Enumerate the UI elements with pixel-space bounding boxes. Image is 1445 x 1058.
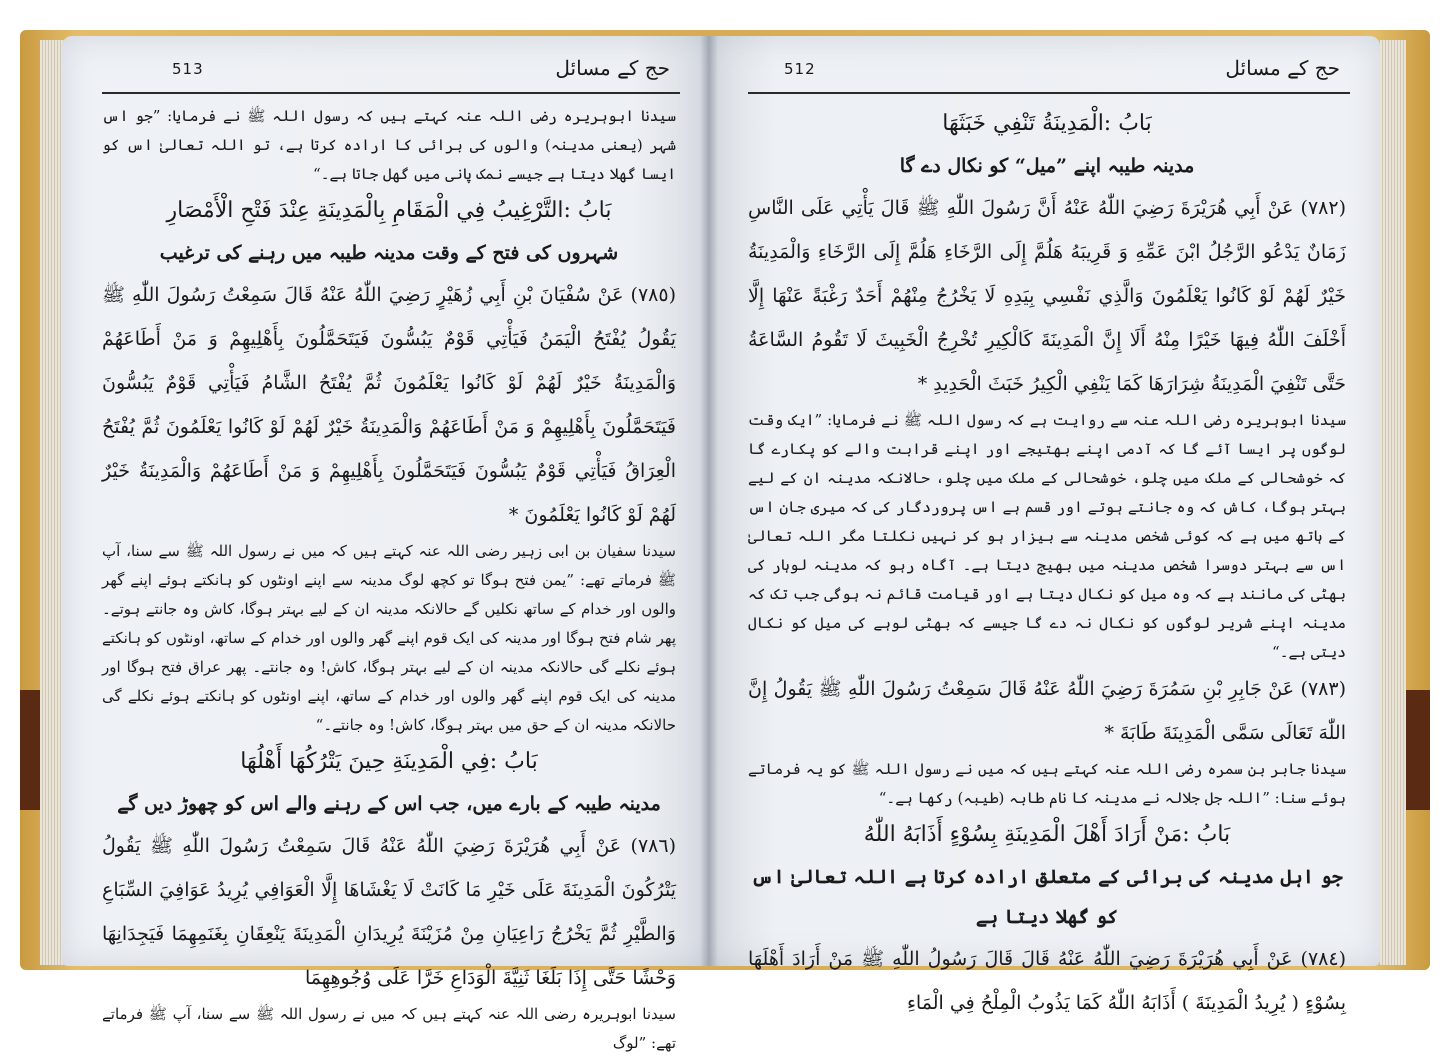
left-page <box>62 36 710 1052</box>
chapter-subheading: مدینہ طیبہ کے بارے میں، جب اس کے رہنے والے اس کو چھوڑ دیں گے <box>117 793 661 815</box>
urdu-translation: سیدنا ابوہریرہ رضی اللہ عنہ کہتے ہیں کہ رسول اللہ ﷺ نے فرمایا: ”جو اس شہر (یعنی مدینہ) والوں کی برائی کا ارادہ کرتا ہے، تو اللہ تعالیٰ اس کو ایسا گھلا دیتا ہے جیسے نمک پانی میں گھل جاتا ہے۔“ <box>102 107 676 183</box>
chapter-subheading: شہروں کی فتح کے وقت مدینہ طیبہ میں رہنے کی ترغیب <box>159 242 619 264</box>
page-number: 513 <box>172 60 204 78</box>
running-title: حج کے مسائل <box>555 56 670 80</box>
header-rule <box>102 92 680 94</box>
page-header <box>748 56 1350 98</box>
page-content <box>102 102 676 1052</box>
chapter-heading: بَابُ :مَنْ أَرَادَ أَهْلَ الْمَدِينَةِ بِسُوْءٍ أَذَابَهُ اللّٰهُ <box>863 822 1231 847</box>
hadith-arabic: (٧٨٣) عَنْ جَابِرِ بْنِ سَمُرَةَ رَضِيَ اللّٰهُ عَنْهُ قَالَ سَمِعْتُ رَسُولَ اللّٰهِ ﷺ يَقُولُ إِنَّ اللّٰهَ تَعَالَى سَمَّى الْمَدِينَةَ طَابَةَ * <box>748 678 1346 744</box>
hadith-arabic: (٧٨٢) عَنْ أَبِي هُرَيْرَةَ رَضِيَ اللّٰهُ عَنْهُ أَنَّ رَسُولَ اللّٰهِ ﷺ قَالَ يَأْتِي عَلَى النَّاسِ زَمَانٌ يَدْعُو الرَّجُلُ ابْنَ عَمِّهِ وَ قَرِيبَهُ هَلُمَّ إِلَى الرَّخَاءِ هَلُمَّ إِلَى الرَّخَاءِ وَالْمَدِينَةُ خَيْرٌ لَهُمْ لَوْ كَانُوا يَعْلَمُونَ وَالَّذِي نَفْسِي بِيَدِهِ لَا يَخْرُجُ مِنْهُمْ أَحَدٌ رَغْبَةً عَنْهَا إِلَّا أَخْلَفَ اللّٰهُ فِيهَا خَيْرًا مِنْهُ أَلَا إِنَّ الْمَدِينَةَ كَالْكِيرِ تُخْرِجُ الْخَبِيثَ لَا تَقُومُ السَّاعَةُ حَتَّى تَنْفِيَ الْمَدِينَةُ شِرَارَهَا كَمَا يَنْفِي الْكِيرُ خَبَثَ الْحَدِيدِ * <box>748 197 1346 395</box>
chapter-subheading: جو اہل مدینہ کی برائی کے متعلق ارادہ کرتا ہے اللہ تعالیٰ اس کو گھلا دیتا ہے <box>751 866 1343 928</box>
chapter-subheading: مدینہ طیبہ اپنے ”میل“ کو نکال دے گا <box>899 155 1195 177</box>
page-content <box>748 102 1346 1014</box>
hadith-arabic: (٧٨٦) عَنْ أَبِي هُرَيْرَةَ رَضِيَ اللّٰهُ عَنْهُ قَالَ سَمِعْتُ رَسُولَ اللّٰهِ ﷺ يَقُولُ يَتْرُكُونَ الْمَدِينَةَ عَلَى خَيْرِ مَا كَانَتْ لَا يَغْشَاهَا إِلَّا الْعَوَافِي يُرِيدُ عَوَافِيَ السِّبَاعِ وَالطَّيْرِ ثُمَّ يَخْرُجُ رَاعِيَانِ مِنْ مُزَيْنَةَ يُرِيدَانِ الْمَدِينَةَ يَنْعِقَانِ بِغَنَمِهِمَا فَيَجِدَانِهَا وَحْشًا حَتَّى إِذَا بَلَغَا ثَنِيَّةَ الْوَدَاعِ خَرَّا عَلَى وُجُوهِهِمَا <box>102 835 676 989</box>
running-title: حج کے مسائل <box>1225 56 1340 80</box>
page-header <box>102 56 680 98</box>
page-edges-right <box>1380 40 1406 965</box>
chapter-heading: بَابُ :التَّرْغِيبُ فِي الْمَقَامِ بِالْمَدِينَةِ عِنْدَ فَتْحِ الْأَمْصَارِ <box>166 198 612 223</box>
book-gutter <box>700 36 718 966</box>
right-page <box>708 36 1380 1014</box>
urdu-translation: سیدنا سفیان بن ابی زہیر رضی اللہ عنہ کہتے ہیں کہ میں نے رسول اللہ ﷺ سے سنا، آپ ﷺ فرماتے تھے: ”یمن فتح ہوگا تو کچھ لوگ مدینہ سے اپنے اونٹوں کو ہانکتے ہوئے اپنے گھر والوں اور خدام کے ساتھ نکلیں گے حالانکہ مدینہ ان کے لیے بہتر ہوگا، کاش وہ جانتے ہوتے۔ پھر شام فتح ہوگا اور مدینہ کی ایک قوم اپنے گھر والوں اور خدام کے ساتھ، اونٹوں کو ہانکتے ہوئے نکلے گی حالانکہ مدینہ ان کے لیے بہتر ہوگا، کاش! وہ جانتے۔ پھر عراق فتح ہوگا اور مدینہ کی ایک قوم اپنے گھر والوں اور خدام کے ساتھ، اپنے اونٹوں کو ہانکتے ہوئے نکلے گی حالانکہ مدینہ ان کے حق میں بہتر ہوگا، کاش! وہ جانتے۔“ <box>102 542 676 734</box>
chapter-heading: بَابُ :فِي الْمَدِينَةِ حِينَ يَتْرُكُهَا أَهْلُهَا <box>240 749 538 774</box>
urdu-translation: سیدنا ابوہریرہ رضی اللہ عنہ کہتے ہیں کہ میں نے رسول اللہ ﷺ سے سنا، آپ ﷺ فرماتے تھے: ”لوگ <box>102 1005 676 1052</box>
urdu-translation: سیدنا جابر بن سمرہ رضی اللہ عنہ کہتے ہیں کہ میں نے رسول اللہ ﷺ کو یہ فرماتے ہوئے سنا: ”اللہ جل جلالہ نے مدینہ کا نام طابہ (طیبہ) رکھا ہے۔“ <box>748 760 1346 807</box>
chapter-heading: بَابُ :الْمَدِينَةُ تَنْفِي خَبَثَهَا <box>942 111 1152 136</box>
hadith-arabic: (٧٨٥) عَنْ سُفْيَانَ بْنِ أَبِي زُهَيْرٍ رَضِيَ اللّٰهُ عَنْهُ قَالَ سَمِعْتُ رَسُولَ اللّٰهِ ﷺ يَقُولُ يُفْتَحُ الْيَمَنُ فَيَأْتِي قَوْمٌ يَبُسُّونَ فَيَتَحَمَّلُونَ بِأَهْلِيهِمْ وَ مَنْ أَطَاعَهُمْ وَالْمَدِينَةُ خَيْرٌ لَهُمْ لَوْ كَانُوا يَعْلَمُونَ ثُمَّ يُفْتَحُ الشَّامُ فَيَأْتِي قَوْمٌ يَبُسُّونَ فَيَتَحَمَّلُونَ بِأَهْلِيهِمْ وَ مَنْ أَطَاعَهُمْ وَالْمَدِينَةُ خَيْرٌ لَهُمْ لَوْ كَانُوا يَعْلَمُونَ ثُمَّ يُفْتَحُ الْعِرَاقُ فَيَأْتِي قَوْمٌ يَبُسُّونَ فَيَتَحَمَّلُونَ بِأَهْلِيهِمْ وَ مَنْ أَطَاعَهُمْ وَالْمَدِينَةُ خَيْرٌ لَهُمْ لَوْ كَانُوا يَعْلَمُونَ * <box>102 284 676 526</box>
hadith-arabic: (٧٨٤) عَنْ أَبِي هُرَيْرَةَ رَضِيَ اللّٰهُ عَنْهُ قَالَ قَالَ رَسُولُ اللّٰهِ ﷺ مَنْ أَرَادَ أَهْلَهَا بِسُوْءٍ ( يُرِيدُ الْمَدِينَةَ ) أَذَابَهُ اللّٰهُ كَمَا يَذُوبُ الْمِلْحُ فِي الْمَاءِ <box>748 948 1346 1014</box>
header-rule <box>748 92 1350 94</box>
urdu-translation: سیدنا ابوہریرہ رضی اللہ عنہ سے روایت ہے کہ رسول اللہ ﷺ نے فرمایا: ”ایک وقت لوگوں پر ایسا آئے گا کہ آدمی اپنے بھتیجے اور اپنے قرابت والے کو پکارے گا کہ خوشحالی کے ملک میں چلو، خوشحالی کے ملک میں چلو، حالانکہ مدینہ ان کے لیے بہتر ہوگا، کاش کہ وہ جانتے ہوتے اور قسم ہے اس پروردگار کی کہ میری جان اس کے ہاتھ میں ہے کہ کوئی شخص مدینہ سے بیزار ہو کر نہیں نکلتا مگر اللہ تعالیٰ اس سے بہتر دوسرا شخص مدینہ میں بھیج دیتا ہے۔ آگاہ رہو کہ مدینہ لوہار کی بھٹی کی مانند ہے کہ وہ میل کو نکال دیتا ہے اور قیامت قائم نہ ہوگی جب تک کہ مدینہ اپنے شریر لوگوں کو نکال نہ دے گا جیسے کہ بھٹی لوہے کی میل کو نکال دیتی ہے۔“ <box>748 411 1346 661</box>
page-number: 512 <box>784 60 816 78</box>
